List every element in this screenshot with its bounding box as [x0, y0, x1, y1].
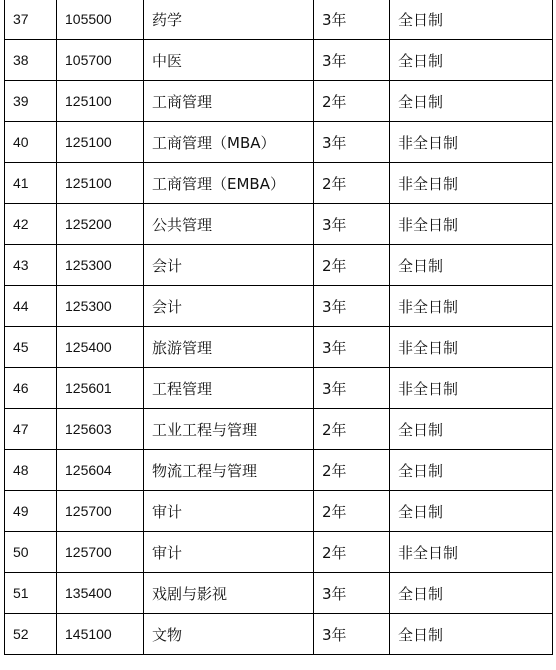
cell-program-code: 125300 [57, 286, 144, 327]
cell-study-mode: 非全日制 [390, 122, 553, 163]
cell-index: 38 [5, 40, 57, 81]
cell-duration: 3年 [314, 0, 390, 40]
table-row [5, 81, 553, 122]
cell-program-code: 105700 [57, 40, 144, 81]
cell-program-name: 戏剧与影视 [144, 573, 314, 614]
cell-program-name: 中医 [144, 40, 314, 81]
cell-program-name: 工商管理 [144, 81, 314, 122]
cell-study-mode: 非全日制 [390, 163, 553, 204]
cell-duration: 3年 [314, 573, 390, 614]
cell-program-name: 工业工程与管理 [144, 409, 314, 450]
cell-program-name: 药学 [144, 0, 314, 40]
cell-program-code: 125604 [57, 450, 144, 491]
cell-program-code: 125700 [57, 532, 144, 573]
cell-program-code: 125700 [57, 491, 144, 532]
cell-duration: 3年 [314, 368, 390, 409]
cell-duration: 3年 [314, 327, 390, 368]
table-row [5, 409, 553, 450]
table-row [5, 122, 553, 163]
table-row [5, 40, 553, 81]
cell-duration: 2年 [314, 81, 390, 122]
table-row [5, 0, 553, 40]
table-row [5, 327, 553, 368]
cell-duration: 3年 [314, 286, 390, 327]
cell-duration: 3年 [314, 122, 390, 163]
cell-program-code: 125100 [57, 163, 144, 204]
program-table [4, 0, 553, 655]
cell-program-name: 会计 [144, 245, 314, 286]
cell-program-code: 125100 [57, 122, 144, 163]
table-row [5, 286, 553, 327]
table-row [5, 491, 553, 532]
table-row [5, 532, 553, 573]
cell-index: 37 [5, 0, 57, 40]
cell-program-name: 旅游管理 [144, 327, 314, 368]
cell-index: 50 [5, 532, 57, 573]
cell-duration: 2年 [314, 532, 390, 573]
cell-duration: 3年 [314, 40, 390, 81]
cell-program-name: 工商管理（EMBA） [144, 163, 314, 204]
cell-duration: 2年 [314, 409, 390, 450]
cell-study-mode: 全日制 [390, 491, 553, 532]
cell-program-name: 会计 [144, 286, 314, 327]
cell-study-mode: 非全日制 [390, 286, 553, 327]
cell-index: 42 [5, 204, 57, 245]
cell-study-mode: 全日制 [390, 40, 553, 81]
cell-index: 40 [5, 122, 57, 163]
cell-program-code: 135400 [57, 573, 144, 614]
table-row [5, 614, 553, 655]
cell-index: 46 [5, 368, 57, 409]
cell-study-mode: 全日制 [390, 614, 553, 655]
cell-index: 41 [5, 163, 57, 204]
cell-program-code: 125200 [57, 204, 144, 245]
cell-index: 43 [5, 245, 57, 286]
cell-index: 48 [5, 450, 57, 491]
cell-program-code: 105500 [57, 0, 144, 40]
cell-duration: 2年 [314, 163, 390, 204]
cell-program-code: 125601 [57, 368, 144, 409]
cell-index: 49 [5, 491, 57, 532]
cell-duration: 2年 [314, 450, 390, 491]
table-row [5, 245, 553, 286]
cell-index: 52 [5, 614, 57, 655]
table-row [5, 204, 553, 245]
cell-study-mode: 非全日制 [390, 204, 553, 245]
cell-study-mode: 全日制 [390, 81, 553, 122]
cell-duration: 2年 [314, 491, 390, 532]
cell-duration: 3年 [314, 614, 390, 655]
cell-study-mode: 非全日制 [390, 368, 553, 409]
cell-index: 47 [5, 409, 57, 450]
cell-study-mode: 全日制 [390, 450, 553, 491]
cell-program-code: 125300 [57, 245, 144, 286]
table-row [5, 573, 553, 614]
cell-program-name: 审计 [144, 491, 314, 532]
cell-study-mode: 全日制 [390, 0, 553, 40]
cell-program-name: 工商管理（MBA） [144, 122, 314, 163]
cell-program-code: 145100 [57, 614, 144, 655]
cell-study-mode: 全日制 [390, 409, 553, 450]
cell-program-name: 公共管理 [144, 204, 314, 245]
cell-study-mode: 非全日制 [390, 327, 553, 368]
cell-duration: 2年 [314, 245, 390, 286]
cell-study-mode: 全日制 [390, 245, 553, 286]
cell-program-name: 物流工程与管理 [144, 450, 314, 491]
cell-index: 44 [5, 286, 57, 327]
cell-study-mode: 全日制 [390, 573, 553, 614]
cell-index: 39 [5, 81, 57, 122]
table-row [5, 450, 553, 491]
table-row [5, 163, 553, 204]
cell-program-name: 工程管理 [144, 368, 314, 409]
table-body [5, 0, 553, 655]
cell-duration: 3年 [314, 204, 390, 245]
cell-program-code: 125603 [57, 409, 144, 450]
cell-program-name: 文物 [144, 614, 314, 655]
cell-program-code: 125100 [57, 81, 144, 122]
cell-program-code: 125400 [57, 327, 144, 368]
cell-index: 51 [5, 573, 57, 614]
cell-index: 45 [5, 327, 57, 368]
table-row [5, 368, 553, 409]
cell-program-name: 审计 [144, 532, 314, 573]
cell-study-mode: 非全日制 [390, 532, 553, 573]
